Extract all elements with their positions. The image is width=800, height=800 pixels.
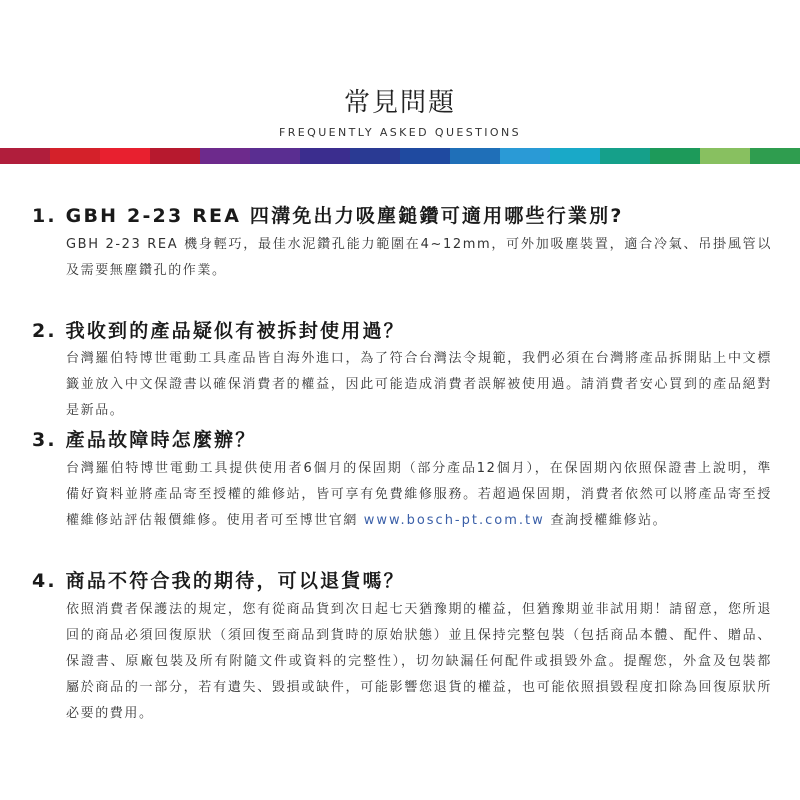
faq-answer-3-text-start: 台灣羅伯特博世電動工具提供使用者6個月的保固期（部分產品12個月），在保固期內依照保證書上說明，準備好資料並將產品寄至授權的維修站，皆可享有免費維修服務。若超過保固期，消費者依然可以將產品寄至授權維修站評估報價維修。使用者可至博世官網 — [66, 461, 772, 528]
color-stripe-segment — [700, 148, 750, 164]
color-stripe-segment — [250, 148, 300, 164]
color-stripe-segment — [600, 148, 650, 164]
color-stripe-banner — [0, 148, 800, 164]
faq-answer-1: GBH 2-23 REA 機身輕巧，最佳水泥鑽孔能力範圍在4~12mm，可外加吸塵裝置，適合冷氣、吊掛風管以及需要無塵鑽孔的作業。 — [66, 237, 772, 278]
color-stripe-segment — [400, 148, 450, 164]
color-stripe-segment — [200, 148, 250, 164]
faq-answer-2: 台灣羅伯特博世電動工具產品皆自海外進口，為了符合台灣法令規範，我們必須在台灣將產品拆開貼上中文標籤並放入中文保證書以確保消費者的權益，因此可能造成消費者誤解被使用過。請消費者安心買到的產品絕對是新品。 — [66, 351, 772, 418]
color-stripe-segment — [450, 148, 500, 164]
faq-question-1: 1. GBH 2-23 REA 四溝免出力吸塵鎚鑽可適用哪些行業別? — [32, 205, 624, 227]
faq-answer-4: 依照消費者保護法的規定，您有從商品貨到次日起七天猶豫期的權益，但猶豫期並非試用期！請留意，您所退回的商品必須回復原狀（須回復至商品到貨時的原始狀態）並且保持完整包裝（包括商品本體、配件、贈品、保證書、原廠包裝及所有附隨文件或資料的完整性），切勿缺漏任何配件或損毀外盒。提醒您，外盒及包裝都屬於商品的一部分，若有遺失、毀損或缺件，可能影響您退貨的權益，也可能依照損毀程度扣除為回復原狀所必要的費用。 — [66, 602, 772, 721]
page-title: 常見問題 — [343, 88, 456, 118]
color-stripe-segment — [0, 148, 50, 164]
page-header — [0, 0, 800, 150]
color-stripe-segment — [300, 148, 350, 164]
faq-answer-3-text-end: 查詢授權維修站。 — [544, 513, 668, 528]
color-stripe-segment — [100, 148, 150, 164]
faq-answer-3 — [66, 456, 772, 534]
color-stripe-segment — [350, 148, 400, 164]
faq-question-4: 4. 商品不符合我的期待，可以退貨嗎？ — [32, 570, 405, 592]
color-stripe-segment — [750, 148, 800, 164]
faq-question-2: 2. 我收到的產品疑似有被拆封使用過？ — [32, 320, 405, 342]
color-stripe-segment — [650, 148, 700, 164]
color-stripe-segment — [50, 148, 100, 164]
color-stripe-segment — [150, 148, 200, 164]
bosch-website-link[interactable]: www.bosch-pt.com.tw — [363, 513, 545, 528]
color-stripe-segment — [550, 148, 600, 164]
color-stripe-segment — [500, 148, 550, 164]
page-subtitle: FREQUENTLY ASKED QUESTIONS — [279, 126, 521, 139]
faq-question-3: 3. 產品故障時怎麼辦？ — [32, 429, 257, 451]
